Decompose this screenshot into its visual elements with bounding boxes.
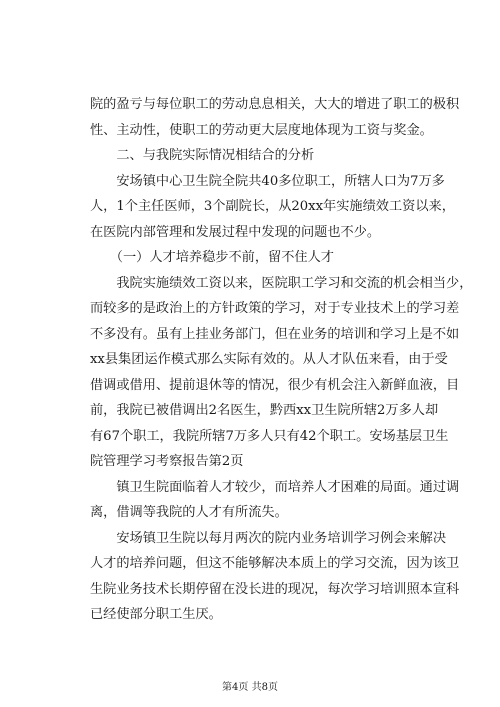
text-line: 人，1个主任医师，3个副院长，从20xx年实施绩效工资以来，	[90, 199, 455, 214]
text-line: 人才的培养问题，但这不能够解决本质上的学习交流，因为该卫	[90, 556, 460, 571]
text-line: （一）人才培养稳步不前，留不住人才	[90, 250, 334, 265]
text-line: 有67个职工，我院所辖7万多人只有42个职工。安场基层卫生	[90, 428, 449, 444]
text-line: 而较多的是政治上的方针政策的学习，对于专业技术上的学习差	[90, 301, 460, 316]
text-line: 已经使部分职工生厌。	[90, 607, 222, 622]
text-line: 镇卫生院面临着人才较少，而培养人才困难的局面。通过调	[90, 479, 460, 495]
text-line: 前，我院已被借调出2名医生，黔西xx卫生院所辖2万多人却	[90, 403, 439, 418]
text-line: 在医院内部管理和发展过程中发现的问题也不少。	[90, 224, 381, 240]
text-line: 院管理学习考察报告第2页	[90, 454, 244, 469]
text-line: 性、主动性，使职工的劳动更大层度地体现为工资与奖金。	[90, 122, 433, 138]
text-line: 二、与我院实际情况相结合的分析	[90, 148, 315, 163]
text-line: 离，借调等我院的人才有所流失。	[90, 505, 288, 520]
text-line: 安场镇卫生院以每月两次的院内业务培训学习例会来解决	[90, 530, 447, 546]
body-text	[90, 92, 473, 628]
text-line: 不多没有。虽有上挂业务部门，但在业务的培训和学习上是不如	[90, 326, 460, 342]
page-footer: 第4页 共8页	[222, 682, 278, 693]
text-line: 安场镇中心卫生院全院共40多位职工，所辖人口为7万多	[90, 173, 445, 189]
text-line: 借调或借用、提前退休等的情况，很少有机会注入新鲜血液，目	[90, 377, 460, 393]
text-line: 我院实施绩效工资以来，医院职工学习和交流的机会相当少，	[90, 275, 473, 291]
text-line: 院的盈亏与每位职工的劳动息息相关，大大的增进了职工的极积	[90, 97, 460, 112]
text-line: 生院业务技术长期停留在没长进的现况，每次学习培训照本宣科	[90, 581, 460, 597]
text-line: xx县集团运作模式那么实际有效的。从人才队伍来看，由于受	[90, 352, 448, 367]
